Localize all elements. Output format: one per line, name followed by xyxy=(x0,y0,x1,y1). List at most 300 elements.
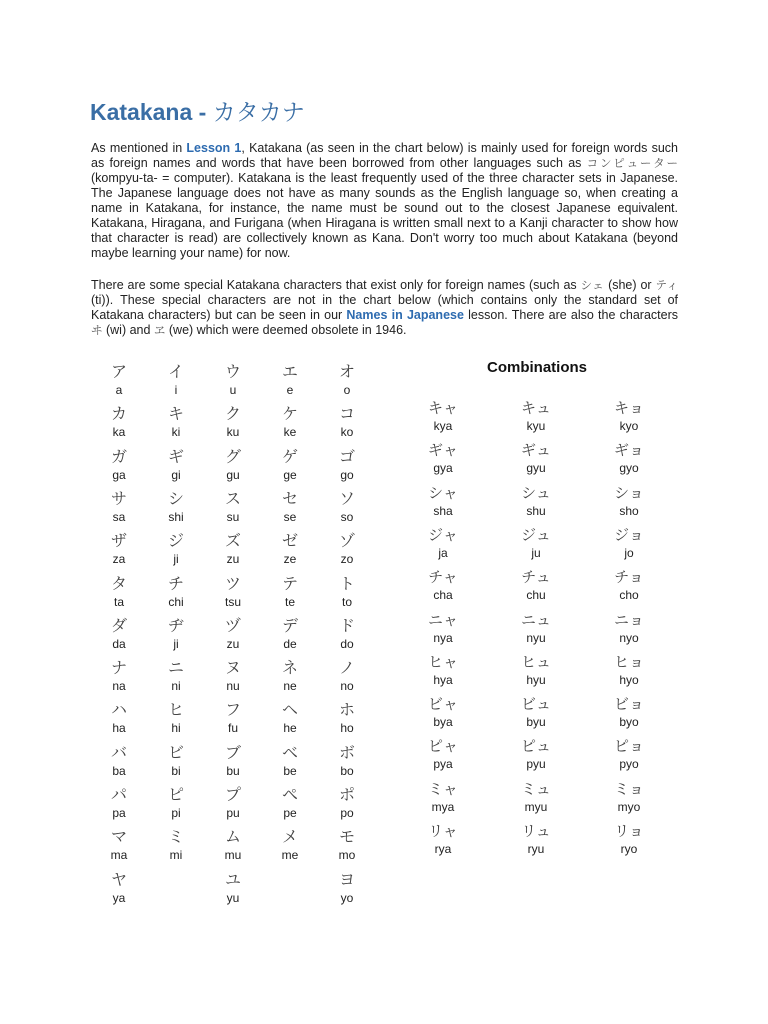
kana-cell xyxy=(89,616,149,651)
romaji: u xyxy=(229,383,237,397)
kana-cell xyxy=(203,489,263,524)
romaji: cho xyxy=(619,588,639,603)
kana-character: ダ xyxy=(110,615,127,635)
kana-combination: チュ xyxy=(521,568,551,587)
combination-cell xyxy=(408,652,478,687)
romaji: no xyxy=(340,679,354,694)
text: (ti)). These special characters are not in the chart below (which contains only the standard set of Katakana characters) but can be seen in our xyxy=(91,293,678,322)
kana-cell xyxy=(317,447,377,482)
romaji: fu xyxy=(227,721,238,736)
romaji: ha xyxy=(112,721,126,736)
romaji: po xyxy=(340,806,354,820)
kana-cell xyxy=(146,616,206,651)
kana-combination: ギャ xyxy=(427,441,458,460)
kana-character: ソ xyxy=(338,488,355,508)
kana-cell xyxy=(203,574,263,609)
kana-character: ス xyxy=(224,488,241,508)
combination-cell xyxy=(408,440,478,475)
romaji: yo xyxy=(340,890,354,905)
romaji: ba xyxy=(112,763,126,778)
kana-combination: シャ xyxy=(428,483,458,502)
romaji: me xyxy=(281,848,299,863)
combination-cell xyxy=(408,779,478,814)
kana-character: デ xyxy=(281,615,298,635)
romaji: tsu xyxy=(224,594,241,609)
romaji: pyu xyxy=(526,757,546,772)
kana-character: プ xyxy=(224,785,241,804)
romaji: ni xyxy=(171,679,181,694)
kana-character: ガ xyxy=(110,446,127,466)
kana-combination: ニュ xyxy=(520,610,551,629)
romaji: sa xyxy=(112,509,126,524)
kana-character: ゾ xyxy=(338,531,355,551)
kana-combination: ミャ xyxy=(428,779,458,798)
romaji: a xyxy=(115,383,123,397)
kana-cell xyxy=(89,531,149,566)
text: As mentioned in xyxy=(91,141,187,155)
kana-character: ヒ xyxy=(167,700,184,720)
romaji: go xyxy=(340,467,354,482)
kana-cell xyxy=(260,700,320,735)
romaji: bya xyxy=(433,715,453,730)
romaji: rya xyxy=(434,842,452,856)
romaji: za xyxy=(112,552,126,567)
kana-cell xyxy=(260,404,320,439)
kana-character: ネ xyxy=(281,658,298,678)
kana-combination: リャ xyxy=(428,822,458,840)
romaji: shi xyxy=(168,509,184,524)
kana-character: ゴ xyxy=(338,446,355,466)
romaji: kya xyxy=(433,419,453,433)
kana-character: ヂ xyxy=(167,615,184,635)
combination-cell xyxy=(408,736,478,771)
romaji: ja xyxy=(438,545,448,560)
kana-character: ポ xyxy=(338,785,355,804)
kana-cell xyxy=(89,785,149,820)
title-kana: カタカナ xyxy=(212,100,305,126)
romaji: be xyxy=(283,763,297,778)
kana-combination: リュ xyxy=(521,822,551,840)
kana-character: エ xyxy=(281,362,298,381)
romaji: myo xyxy=(617,799,641,814)
kana-character: テ xyxy=(281,573,298,593)
combination-cell xyxy=(594,440,664,475)
combination-cell xyxy=(594,483,664,518)
romaji: e xyxy=(286,383,294,397)
romaji: gi xyxy=(171,467,181,482)
romaji: gyu xyxy=(526,461,546,476)
romaji: ge xyxy=(283,467,297,482)
kana-cell xyxy=(146,489,206,524)
combination-cell xyxy=(594,821,664,856)
kana-cell xyxy=(203,785,263,820)
kana-cell xyxy=(89,447,149,482)
kana-combination: シュ xyxy=(521,483,551,502)
text: (she) or xyxy=(604,278,656,292)
kana-combination: ジュ xyxy=(521,525,551,544)
kana-combination: ビュ xyxy=(520,695,551,714)
romaji: zu xyxy=(226,636,240,651)
romaji: nya xyxy=(433,630,453,645)
kana-cell xyxy=(89,743,149,778)
kana-combination: ヒョ xyxy=(613,652,644,671)
combination-cell xyxy=(501,610,571,645)
combination-cell xyxy=(408,567,478,602)
kana-character: グ xyxy=(224,446,241,466)
romaji: ho xyxy=(340,721,354,736)
kana-character: ミ xyxy=(167,827,184,847)
romaji: gyo xyxy=(619,461,639,476)
kana-combination: チャ xyxy=(428,568,458,587)
kana-character: カ xyxy=(110,404,127,424)
kana-cell xyxy=(260,743,320,778)
kana-cell xyxy=(203,870,263,905)
kana-cell xyxy=(317,827,377,862)
romaji: ya xyxy=(112,890,126,905)
romaji: byo xyxy=(619,715,639,730)
romaji: ze xyxy=(283,552,297,567)
romaji: ne xyxy=(283,679,297,694)
kana-character: マ xyxy=(110,827,127,847)
kana-cell xyxy=(146,743,206,778)
kana-cell xyxy=(89,827,149,862)
kana-cell xyxy=(89,700,149,735)
kana-cell xyxy=(89,489,149,524)
combination-cell xyxy=(501,567,571,602)
romaji: ju xyxy=(531,545,541,560)
romaji: pi xyxy=(171,806,181,820)
kana-cell xyxy=(317,531,377,566)
combination-cell xyxy=(501,398,571,433)
names-in-japanese-link[interactable]: Names in Japanese xyxy=(346,308,464,322)
combination-cell xyxy=(408,398,478,433)
combination-cell xyxy=(501,736,571,771)
combination-cell xyxy=(501,821,571,856)
romaji: hyo xyxy=(619,672,639,687)
romaji: zo xyxy=(340,552,354,567)
text: (kompyu-ta- = computer). Katakana is the least frequently used of the three character sets in Japanese. The Japanese language does not have as many sounds as the English language so, when creating a name in Katakana, for instance, the name must be sound out to the closest Japanese equivalent. Katakana, Hiragana, and Furigana (when Hiragana is written small next to a Kanji character to show how that character is read) are collectively known as Kana. Don't worry too much about Katakana (beyond maybe learning your name) for now. xyxy=(91,171,678,260)
romaji: da xyxy=(112,636,126,651)
kana-character: ペ xyxy=(281,785,298,804)
kana-character: ハ xyxy=(110,700,127,720)
romaji: sha xyxy=(433,503,453,518)
romaji: ma xyxy=(110,848,128,863)
romaji: nyu xyxy=(526,630,546,645)
kana-character: ズ xyxy=(224,531,241,551)
kana-combination: ビョ xyxy=(613,695,644,714)
romaji: ryo xyxy=(620,842,638,856)
kana-character: ユ xyxy=(224,869,241,889)
combination-cell xyxy=(594,736,664,771)
kana-cell xyxy=(89,574,149,609)
kana-cell xyxy=(260,574,320,609)
combination-cell xyxy=(501,440,571,475)
romaji: shu xyxy=(526,503,546,518)
kana-cell xyxy=(317,404,377,439)
combination-cell xyxy=(408,525,478,560)
combination-cell xyxy=(408,610,478,645)
romaji: do xyxy=(340,636,354,651)
kana-character: チ xyxy=(167,573,184,593)
romaji: nu xyxy=(226,679,240,694)
romaji: myu xyxy=(524,799,548,814)
romaji: gu xyxy=(226,467,240,482)
romaji: mya xyxy=(431,799,455,814)
kana-character: ボ xyxy=(338,742,355,762)
kana-character: タ xyxy=(110,573,127,593)
kana-character: シ xyxy=(167,488,184,508)
romaji: sho xyxy=(619,503,639,518)
kana-cell xyxy=(260,658,320,693)
romaji: su xyxy=(226,509,240,524)
kana-character: ヅ xyxy=(224,615,241,635)
kana-character: ツ xyxy=(224,573,241,593)
combination-cell xyxy=(408,483,478,518)
kana-cell xyxy=(146,404,206,439)
romaji: bo xyxy=(340,763,354,778)
text: (we) which were deemed obsolete in 1946. xyxy=(165,323,407,337)
kana-combination: ビャ xyxy=(427,695,458,714)
kana-character: コ xyxy=(338,404,355,424)
combination-cell xyxy=(594,567,664,602)
combination-cell xyxy=(594,694,664,729)
romaji: kyo xyxy=(619,419,639,433)
kana-combination: ギョ xyxy=(613,441,644,460)
kana-cell xyxy=(203,404,263,439)
kana-cell xyxy=(260,447,320,482)
romaji: mi xyxy=(169,848,183,863)
kana-cell xyxy=(89,362,149,397)
romaji: ji xyxy=(173,636,179,651)
romaji: pya xyxy=(433,757,453,772)
kana-cell xyxy=(203,658,263,693)
romaji: byu xyxy=(526,715,546,730)
kana-character: ザ xyxy=(110,531,127,551)
special-characters-paragraph xyxy=(91,278,678,338)
kana-character: ヘ xyxy=(281,700,298,720)
romaji: ku xyxy=(226,425,240,440)
katakana-she: シェ xyxy=(580,278,605,292)
kana-character: ア xyxy=(110,362,127,381)
kana-combination: ギュ xyxy=(520,441,551,460)
romaji: ko xyxy=(340,425,354,440)
kana-character: ホ xyxy=(338,700,355,720)
title-latin: Katakana - xyxy=(90,99,213,125)
kana-character: オ xyxy=(338,362,355,381)
kana-combination: ミュ xyxy=(521,779,551,798)
combination-cell xyxy=(501,525,571,560)
romaji: pu xyxy=(226,806,240,820)
kana-character: ギ xyxy=(167,446,184,466)
kana-character: ノ xyxy=(338,658,355,678)
kana-cell xyxy=(203,447,263,482)
kana-cell xyxy=(317,658,377,693)
kana-character: セ xyxy=(281,488,298,508)
kana-combination: キャ xyxy=(427,399,458,417)
romaji: ki xyxy=(171,425,181,440)
text: , Katakana (as seen in the chart below) is mainly used for foreign words such as foreign names and words that have been borrowed from other languages such as xyxy=(91,141,678,170)
kana-cell xyxy=(317,785,377,820)
kana-character: モ xyxy=(338,827,355,847)
kana-character: ピ xyxy=(167,785,184,804)
kana-cell xyxy=(317,616,377,651)
kana-cell xyxy=(260,531,320,566)
kana-combination: リョ xyxy=(614,822,644,840)
kana-character: ヨ xyxy=(338,869,355,889)
kana-cell xyxy=(317,743,377,778)
combination-cell xyxy=(594,652,664,687)
kana-combination: ニョ xyxy=(613,610,644,629)
kana-combination: ピャ xyxy=(427,737,458,756)
combination-cell xyxy=(594,525,664,560)
kana-combination: ピュ xyxy=(520,737,551,756)
intro-paragraph xyxy=(91,141,678,261)
combination-cell xyxy=(501,694,571,729)
romaji: ji xyxy=(173,552,179,567)
romaji: bi xyxy=(171,763,181,778)
kana-cell xyxy=(146,531,206,566)
romaji: pe xyxy=(283,806,297,820)
kana-character: メ xyxy=(281,827,298,847)
kana-combination: キョ xyxy=(613,399,644,417)
kana-character: サ xyxy=(110,488,127,508)
romaji: o xyxy=(343,383,351,397)
kana-combination: ジョ xyxy=(614,525,644,544)
romaji: to xyxy=(341,594,352,609)
romaji: i xyxy=(174,383,178,397)
romaji: ka xyxy=(112,425,126,440)
text: lesson. There are also the characters xyxy=(463,308,678,322)
romaji: jo xyxy=(624,545,634,560)
kana-character: ム xyxy=(224,827,241,847)
kana-character: ト xyxy=(338,573,355,593)
kana-character: ゲ xyxy=(281,446,298,466)
romaji: yu xyxy=(226,890,240,905)
romaji: mo xyxy=(338,848,356,863)
kana-character: ビ xyxy=(167,742,184,762)
romaji: pyo xyxy=(619,757,639,772)
kana-cell xyxy=(260,785,320,820)
kana-cell xyxy=(260,489,320,524)
page-title xyxy=(90,94,305,127)
romaji: bu xyxy=(226,763,240,778)
romaji: ryu xyxy=(527,842,545,856)
kana-cell xyxy=(203,827,263,862)
romaji: te xyxy=(284,594,295,609)
katakana-ti: ティ xyxy=(655,278,678,292)
kana-character: ニ xyxy=(167,658,184,678)
kana-combination: チョ xyxy=(614,568,644,587)
combination-cell xyxy=(594,610,664,645)
kana-character: パ xyxy=(110,785,127,804)
combination-cell xyxy=(501,779,571,814)
romaji: chu xyxy=(526,588,546,603)
text: (wi) and xyxy=(102,323,154,337)
romaji: hya xyxy=(433,672,453,687)
romaji: gya xyxy=(433,461,453,476)
kana-character: バ xyxy=(110,742,127,762)
kana-cell xyxy=(146,827,206,862)
kana-character: ベ xyxy=(281,742,298,762)
kana-combination: キュ xyxy=(520,399,551,417)
kana-cell xyxy=(89,404,149,439)
kana-character: ブ xyxy=(224,742,241,762)
combination-cell xyxy=(501,483,571,518)
lesson-1-link[interactable]: Lesson 1 xyxy=(186,141,242,155)
romaji: de xyxy=(283,636,297,651)
combinations-title: Combinations xyxy=(487,359,587,376)
kana-cell xyxy=(203,362,263,397)
kana-cell xyxy=(146,447,206,482)
kana-cell xyxy=(260,616,320,651)
romaji: se xyxy=(283,509,297,524)
romaji: mu xyxy=(224,848,242,863)
kana-cell xyxy=(260,827,320,862)
kana-cell xyxy=(146,574,206,609)
kana-cell xyxy=(317,870,377,905)
kana-cell xyxy=(317,362,377,397)
combination-cell xyxy=(594,779,664,814)
kana-character: キ xyxy=(167,404,184,424)
romaji: kyu xyxy=(526,419,546,433)
text: There are some special Katakana characters that exist only for foreign names (such as xyxy=(91,278,581,292)
romaji: hi xyxy=(171,721,181,736)
romaji: zu xyxy=(226,552,240,567)
romaji: chi xyxy=(168,594,184,609)
kana-character: ク xyxy=(224,404,241,424)
romaji: hyu xyxy=(526,672,546,687)
kana-character: ヌ xyxy=(224,658,241,678)
kana-cell xyxy=(89,870,149,905)
kana-combination: ヒャ xyxy=(427,652,458,671)
kana-cell xyxy=(203,616,263,651)
kana-cell xyxy=(317,489,377,524)
romaji: he xyxy=(283,721,297,736)
kana-cell xyxy=(146,785,206,820)
romaji: na xyxy=(112,679,126,694)
kana-cell xyxy=(203,743,263,778)
kana-combination: ニャ xyxy=(427,610,458,629)
kana-combination: ピョ xyxy=(613,737,644,756)
katakana-we: ヱ xyxy=(153,323,166,337)
kana-character: ナ xyxy=(110,658,127,678)
romaji: ga xyxy=(112,467,126,482)
kana-character: ジ xyxy=(167,531,184,551)
kana-character: ド xyxy=(338,615,355,635)
romaji: ta xyxy=(113,594,124,609)
kana-cell xyxy=(146,658,206,693)
kana-cell xyxy=(260,362,320,397)
katakana-example: コンピューター xyxy=(586,156,678,170)
kana-combination: ショ xyxy=(614,483,644,502)
romaji: cha xyxy=(433,588,453,603)
kana-combination: ミョ xyxy=(614,779,644,798)
kana-cell xyxy=(89,658,149,693)
kana-character: フ xyxy=(224,700,241,720)
kana-cell xyxy=(317,700,377,735)
kana-combination: ヒュ xyxy=(520,652,551,671)
kana-character: ヤ xyxy=(110,869,127,889)
combination-cell xyxy=(408,694,478,729)
katakana-wi: ヰ xyxy=(91,323,103,337)
romaji: nyo xyxy=(619,630,639,645)
kana-cell xyxy=(146,700,206,735)
combination-cell xyxy=(594,398,664,433)
romaji: so xyxy=(340,509,354,524)
kana-character: ウ xyxy=(224,362,241,381)
kana-cell xyxy=(146,362,206,397)
kana-cell xyxy=(203,700,263,735)
